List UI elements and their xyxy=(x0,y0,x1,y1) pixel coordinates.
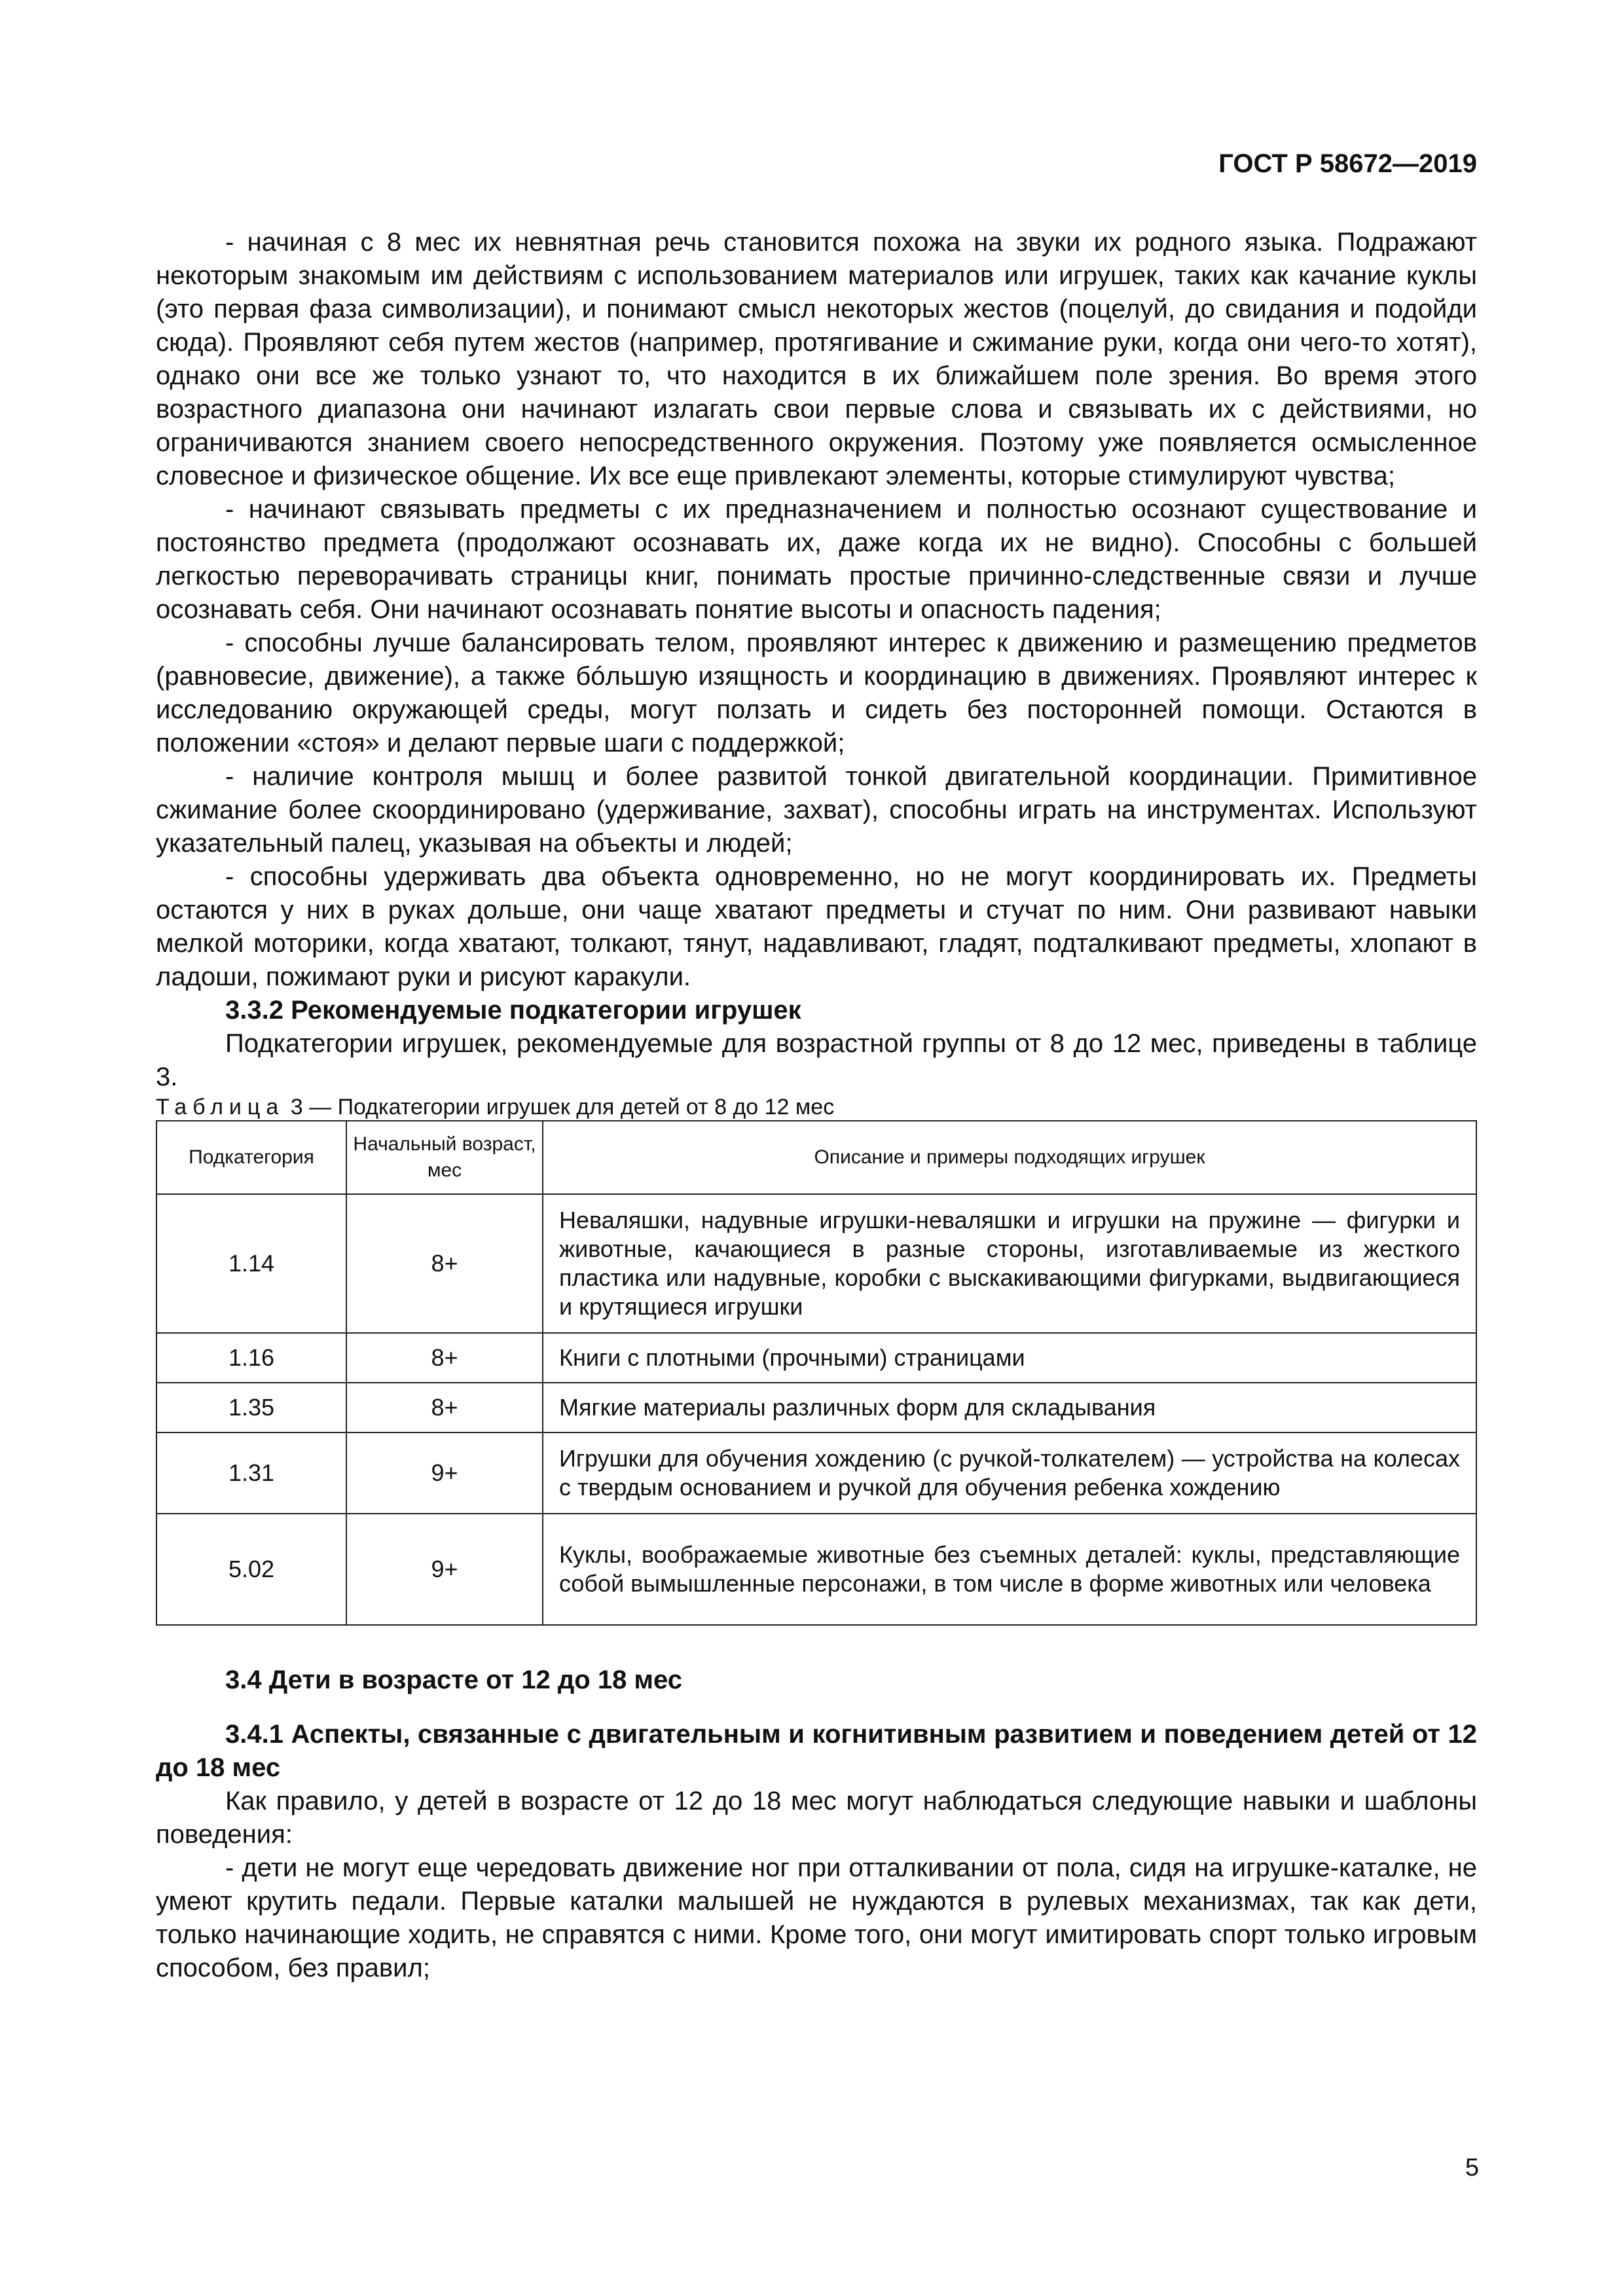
table-caption-text: 3 — Подкатегории игрушек для детей от 8 до 12 мес xyxy=(290,1095,835,1120)
cell-age: 9+ xyxy=(346,1514,543,1625)
table-row xyxy=(156,1194,1476,1333)
paragraph: - способны лучше балансировать телом, проявляют интерес к движению и размещению предметов (равновесие, движение), а также бóльшую изящность и координацию в движениях. Проявляют интерес к исследованию окружающей среды, могут ползать и сидеть без посторонней помощи. Остаются в положении «стоя» и делают первые шаги с поддержкой; xyxy=(156,629,1477,757)
table-row xyxy=(156,1383,1476,1432)
section-heading-34: 3.4 Дети в возрасте от 12 до 18 мес xyxy=(225,1666,682,1694)
cell-age: 8+ xyxy=(346,1383,543,1432)
cell-subcategory: 1.31 xyxy=(156,1432,346,1514)
cell-subcategory: 5.02 xyxy=(156,1514,346,1625)
page-number: 5 xyxy=(1465,2154,1479,2181)
section-heading-332: 3.3.2 Рекомендуемые подкатегории игрушек xyxy=(225,996,801,1025)
table-caption-label: Таблица xyxy=(156,1095,285,1120)
header-subcategory: Подкатегория xyxy=(156,1121,346,1194)
subcategories-table xyxy=(156,1120,1477,1626)
paragraph: Как правило, у детей в возрасте от 12 до 18 мес могут наблюдаться следующие навыки и шаблоны поведения: xyxy=(156,1787,1477,1849)
table-caption xyxy=(156,1094,1477,1120)
document-code: ГОСТ Р 58672—2019 xyxy=(1218,149,1477,178)
table-row xyxy=(156,1432,1476,1514)
cell-description: Неваляшки, надувные игрушки-неваляшки и игрушки на пружине — фигурки и животные, качающиеся в разные стороны, изготавливаемые из жесткого пластика или надувные, коробки с выскакивающими фигурками, выдвигающиеся и крутящиеся игрушки xyxy=(543,1194,1476,1333)
header-start-age: Начальный возраст, мес xyxy=(346,1121,543,1194)
cell-description: Игрушки для обучения хождению (с ручкой-толкателем) — устройства на колесах с твердым основанием и ручкой для обучения ребенка хождению xyxy=(543,1432,1476,1514)
header-description: Описание и примеры подходящих игрушек xyxy=(543,1121,1476,1194)
cell-age: 8+ xyxy=(346,1194,543,1333)
paragraph: - дети не могут еще чередовать движение ног при отталкивании от пола, сидя на игрушке-каталке, не умеют крутить педали. Первые каталки малышей не нуждаются в рулевых механизмах, так как дети, только начинающие ходить, не справятся с ними. Кроме того, они могут имитировать спорт только игровым способом, без правил; xyxy=(156,1853,1477,1982)
paragraph: - способны удерживать два объекта одновременно, но не могут координировать их. Предметы остаются у них в руках дольше, они чаще хватают предметы и стучат по ним. Они развивают навыки мелкой моторики, когда хватают, толкают, тянут, надавливают, гладят, подталкивают предметы, хлопают в ладоши, пожимают руки и рисуют каракули. xyxy=(156,862,1477,991)
paragraph: - наличие контроля мышц и более развитой тонкой двигательной координации. Примитивное сжимание более скоординировано (удерживание, захват), способны играть на инструментах. Используют указательный палец, указывая на объекты и людей; xyxy=(156,762,1477,858)
paragraph: Подкатегории игрушек, рекомендуемые для возрастной группы от 8 до 12 мес, приведены в таблице 3. xyxy=(156,1029,1477,1091)
table-header-row xyxy=(156,1121,1476,1194)
paragraph: - начиная с 8 мес их невнятная речь становится похожа на звуки их родного языка. Подражают некоторым знакомым им действиям с использованием материалов или игрушек, таких как качание куклы (это первая фаза символизации), и понимают смысл некоторых жестов (поцелуй, до свидания и подойди сюда). Проявляют себя путем жестов (например, протягивание и сжимание руки, когда они чего-то хотят), однако они все же только узнают то, что находится в их ближайшем поле зрения. Во время этого возрастного диапазона они начинают излагать свои первые слова и связывать их с действиями, но ограничиваются знанием своего непосредственного окружения. Поэтому уже появляется осмысленное словесное и физическое общение. Их все еще привлекают элементы, которые стимулируют чувства; xyxy=(156,228,1477,490)
paragraph: - начинают связывать предметы с их предназначением и полностью осознают существование и постоянство предмета (продолжают осознавать их, даже когда их не видно). Способны с большей легкостью переворачивать страницы книг, понимать простые причинно-следственные связи и лучше осознавать себя. Они начинают осознавать понятие высоты и опасность падения; xyxy=(156,495,1477,624)
cell-subcategory: 1.35 xyxy=(156,1383,346,1432)
section-heading-341: 3.4.1 Аспекты, связанные с двигательным и когнитивным развитием и поведением детей от 12 до 18 мес xyxy=(156,1720,1477,1782)
cell-description: Книги с плотными (прочными) страницами xyxy=(543,1333,1476,1383)
cell-subcategory: 1.16 xyxy=(156,1333,346,1383)
cell-description: Мягкие материалы различных форм для складывания xyxy=(543,1383,1476,1432)
cell-age: 8+ xyxy=(346,1333,543,1383)
cell-description: Куклы, воображаемые животные без съемных деталей: куклы, представляющие собой вымышленные персонажи, в том числе в форме животных или человека xyxy=(543,1514,1476,1625)
table-row xyxy=(156,1333,1476,1383)
cell-age: 9+ xyxy=(346,1432,543,1514)
table-row xyxy=(156,1514,1476,1625)
cell-subcategory: 1.14 xyxy=(156,1194,346,1333)
page-content xyxy=(156,226,1477,1985)
